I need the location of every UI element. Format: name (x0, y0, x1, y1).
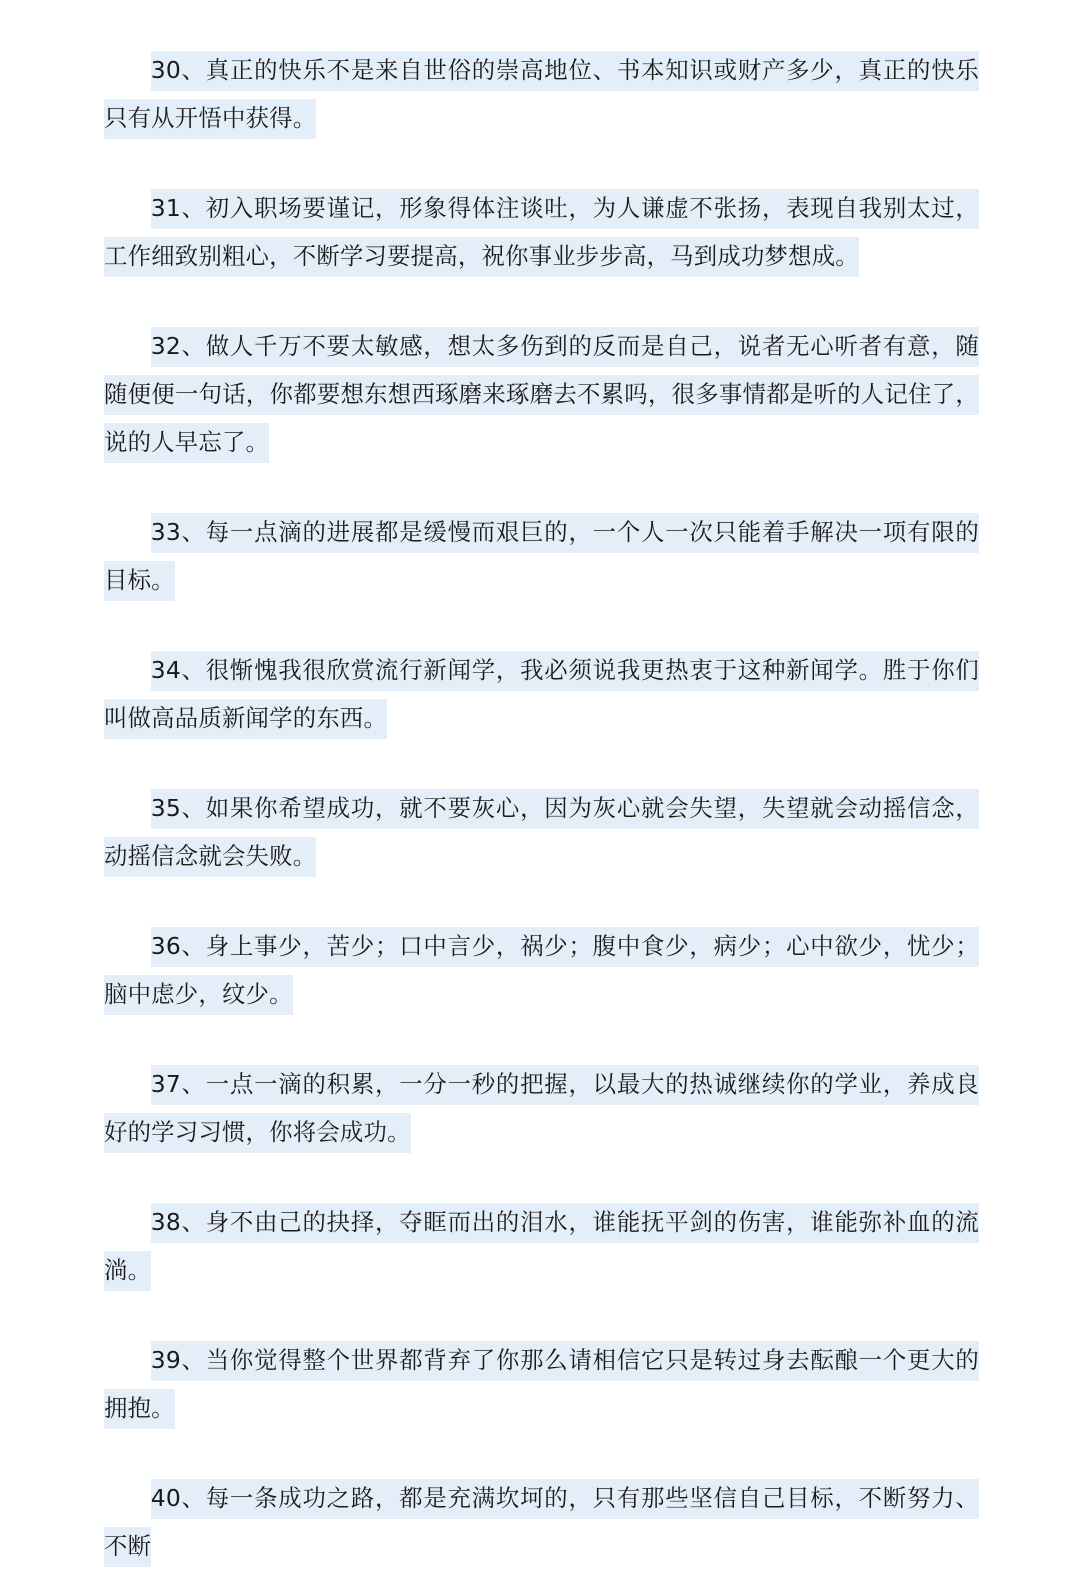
paragraph-gap (104, 466, 979, 508)
quote-text: 33、每一点滴的进展都是缓慢而艰巨的，一个人一次只能着手解决一项有限的目标。 (104, 513, 979, 601)
quote-text: 40、每一条成功之路，都是充满坎坷的，只有那些坚信自己目标，不断努力、不断 (104, 1479, 979, 1567)
paragraph-gap (104, 1294, 979, 1336)
quote-text: 35、如果你希望成功，就不要灰心，因为灰心就会失望，失望就会动摇信念，动摇信念就会失败。 (104, 789, 979, 877)
quote-text: 30、真正的快乐不是来自世俗的崇高地位、书本知识或财产多少，真正的快乐只有从开悟中获得。 (104, 51, 979, 139)
paragraph-gap (104, 280, 979, 322)
paragraph-gap (104, 1156, 979, 1198)
quote-text: 32、做人千万不要太敏感，想太多伤到的反而是自己，说者无心听者有意，随随便便一句话，你都要想东想西琢磨来琢磨去不累吗，很多事情都是听的人记住了，说的人早忘了。 (104, 327, 979, 463)
paragraph-gap (104, 142, 979, 184)
quote-40 (104, 1474, 979, 1570)
quote-text: 37、一点一滴的积累，一分一秒的把握，以最大的热诚继续你的学业，养成良好的学习习惯，你将会成功。 (104, 1065, 979, 1153)
paragraph-gap (104, 742, 979, 784)
quote-37 (104, 1060, 979, 1156)
quote-text: 39、当你觉得整个世界都背弃了你那么请相信它只是转过身去酝酿一个更大的拥抱。 (104, 1341, 979, 1429)
quote-text: 34、很惭愧我很欣赏流行新闻学，我必须说我更热衷于这种新闻学。胜于你们叫做高品质新闻学的东西。 (104, 651, 979, 739)
paragraph-gap (104, 1018, 979, 1060)
quote-text: 31、初入职场要谨记，形象得体注谈吐，为人谦虚不张扬，表现自我别太过，工作细致别粗心，不断学习要提高，祝你事业步步高，马到成功梦想成。 (104, 189, 979, 277)
quote-39 (104, 1336, 979, 1432)
quote-36 (104, 922, 979, 1018)
quote-34 (104, 646, 979, 742)
quote-33 (104, 508, 979, 604)
quote-text: 38、身不由己的抉择，夺眶而出的泪水，谁能抚平剑的伤害，谁能弥补血的流淌。 (104, 1203, 979, 1291)
document-body (104, 46, 979, 1570)
paragraph-gap (104, 880, 979, 922)
quote-31 (104, 184, 979, 280)
paragraph-gap (104, 604, 979, 646)
quote-35 (104, 784, 979, 880)
paragraph-gap (104, 1432, 979, 1474)
quote-38 (104, 1198, 979, 1294)
quote-32 (104, 322, 979, 466)
quote-30 (104, 46, 979, 142)
quote-text: 36、身上事少，苦少；口中言少，祸少；腹中食少，病少；心中欲少，忧少；脑中虑少，纹少。 (104, 927, 979, 1015)
